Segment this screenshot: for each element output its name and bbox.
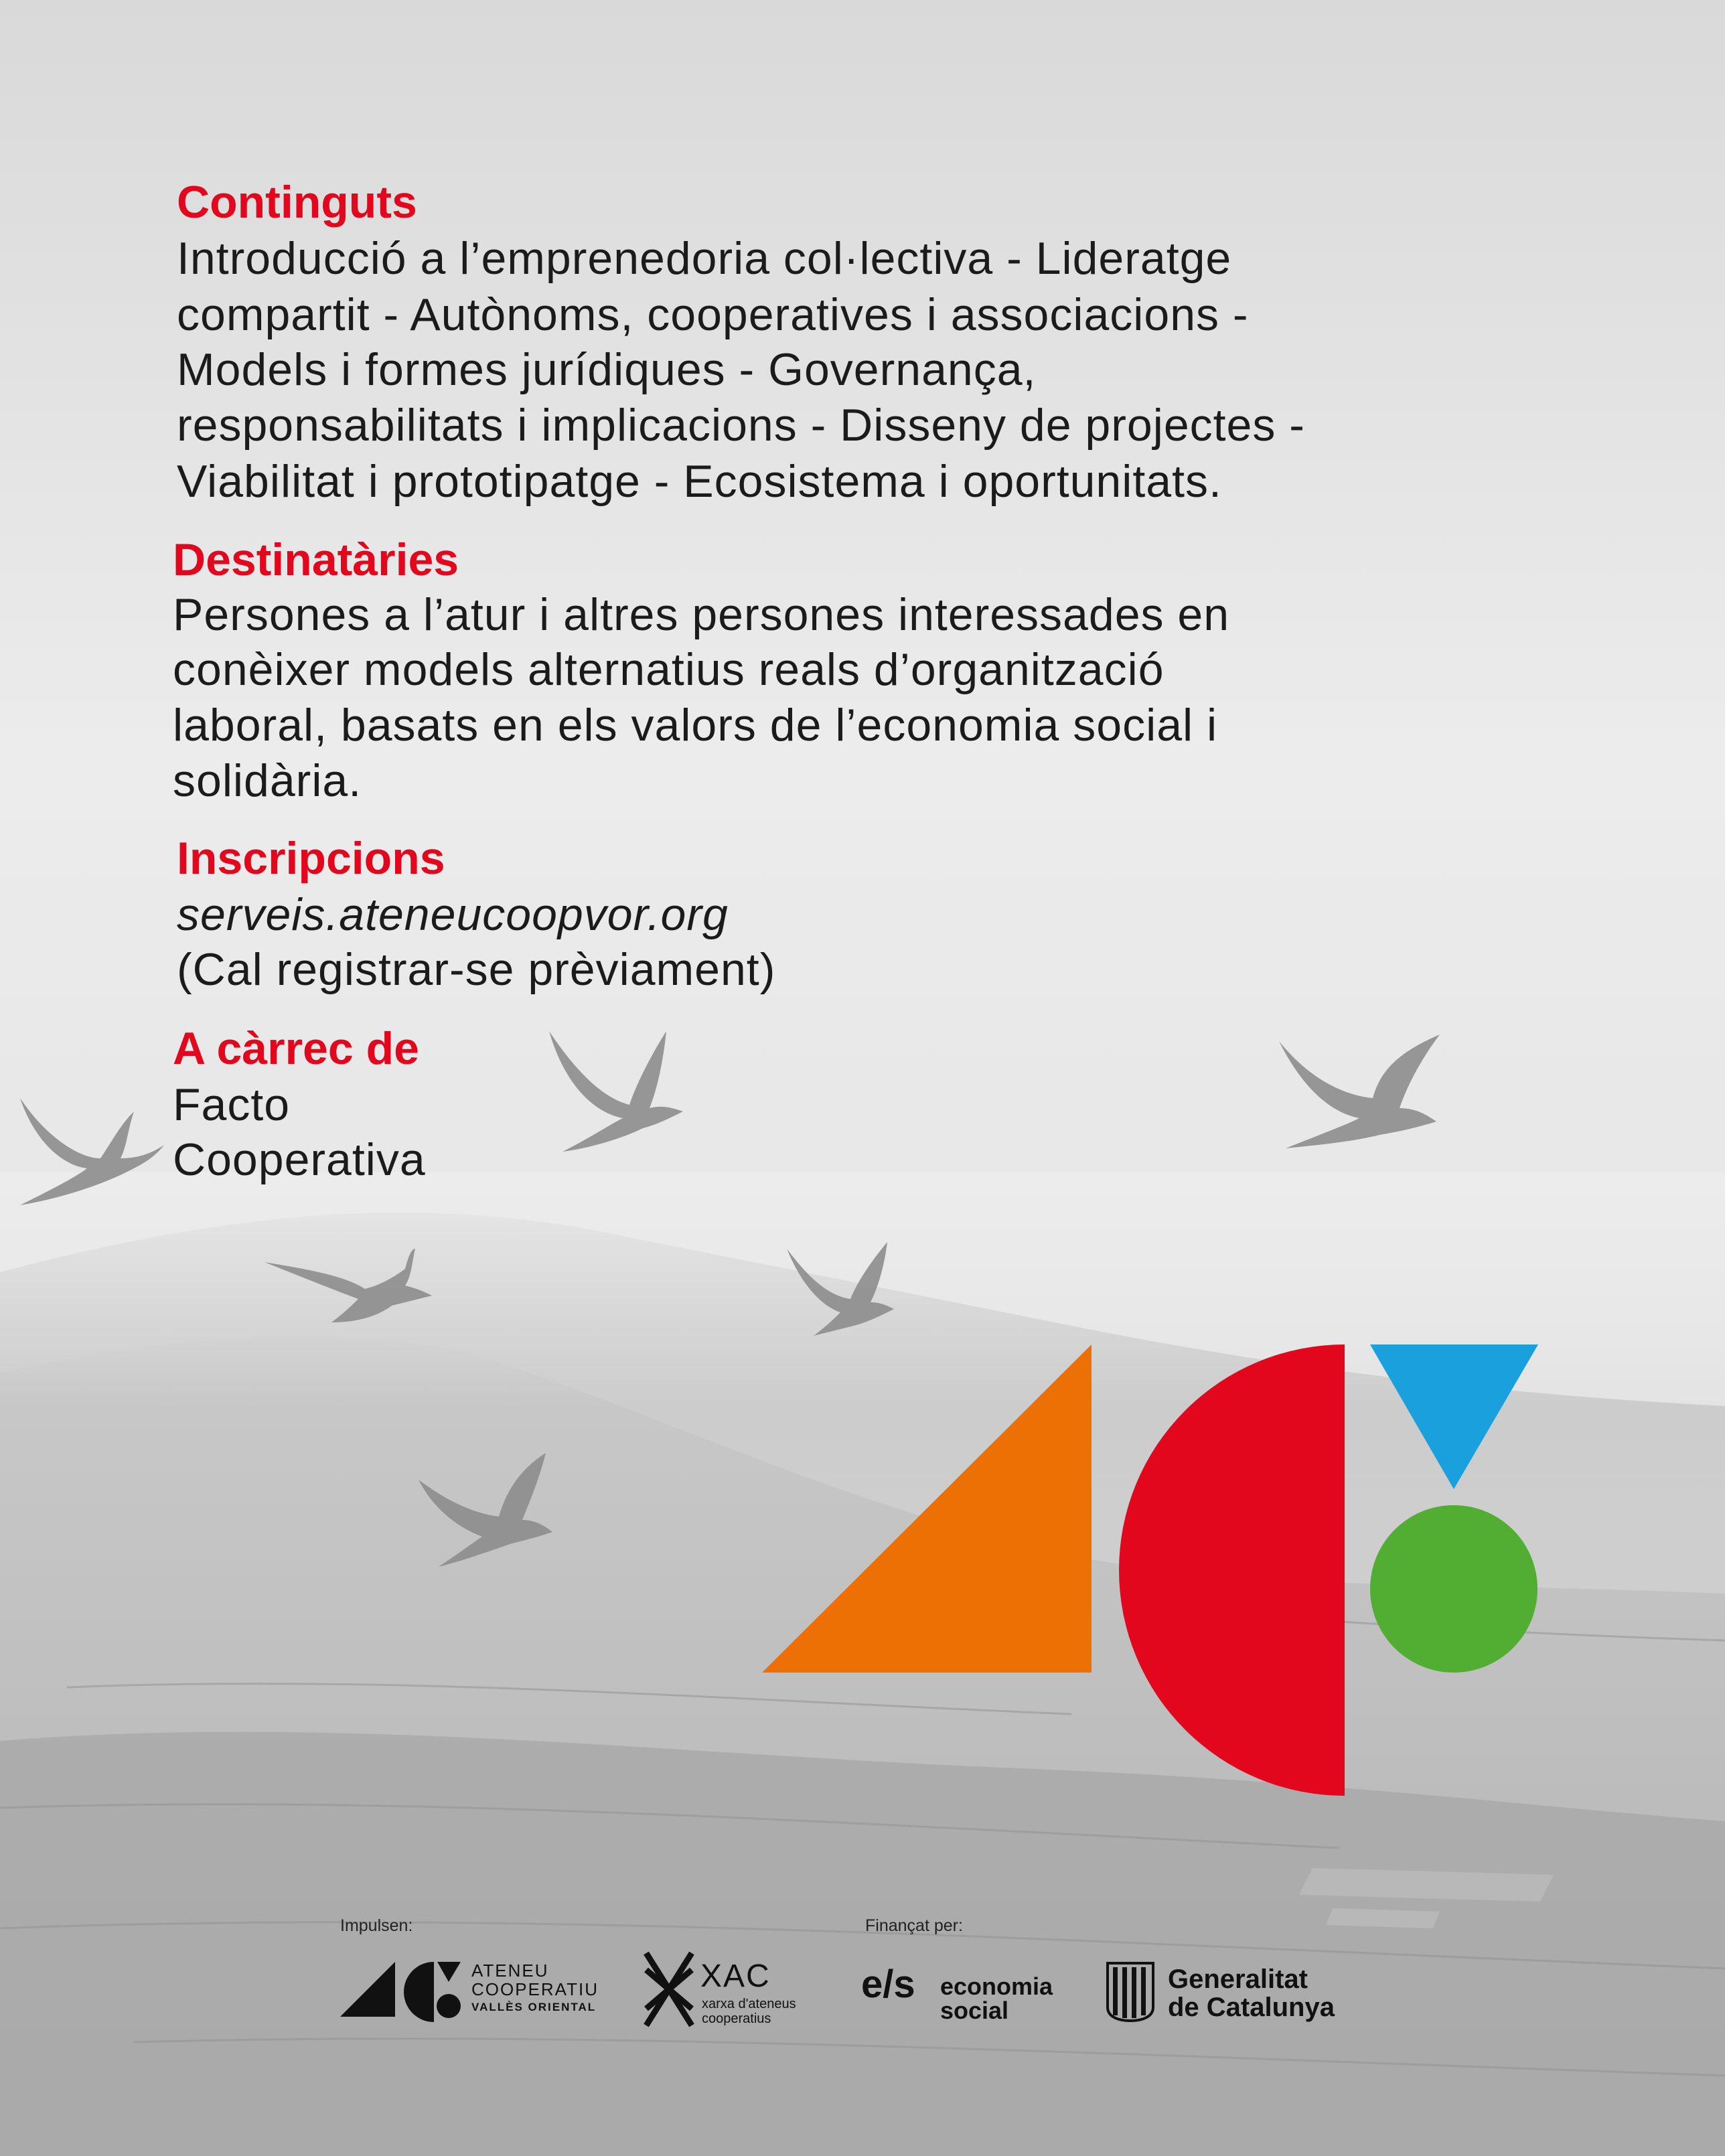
generalitat-logo[interactable] [1105,1960,1373,2027]
registration-note: (Cal registrar-se prèviament) [177,944,776,995]
generalitat-shield-icon [1105,1960,1156,2022]
green-circle [1370,1505,1538,1673]
organizer-heading: A càrrec de [173,1023,419,1074]
ateneu-logo-line1: ATENEU [471,1960,549,1981]
audience-line: Persones a l’atur i altres persones interessades en [173,589,1230,640]
organizer-line: Facto [173,1079,291,1130]
xac-logo[interactable] [643,1950,817,2037]
audience-line: solidària. [173,755,362,806]
xac-mark-icon [643,1950,695,2029]
contents-line: Introducció a l’emprenedoria col·lectiva - Lideratge [177,233,1232,284]
registration-heading: Inscripcions [177,833,445,884]
contents-line: Viabilitat i prototipatge - Ecosistema i oportunitats. [177,456,1222,507]
contents-heading: Continguts [177,177,417,228]
economia-social-mark: e/s [861,1962,915,2006]
audience-heading: Destinatàries [173,534,459,585]
funded-label: Finançat per: [865,1916,963,1935]
registration-url-link[interactable]: serveis.ateneucoopvor.org [177,889,729,940]
ateneu-logo[interactable] [340,1955,608,2029]
contents-line: compartit - Autònoms, cooperatives i associacions - [177,289,1249,340]
audience-line: laboral, basats en els valors de l’economia social i [173,700,1218,751]
economia-social-logo[interactable] [861,1959,1075,2026]
xac-logo-line2: cooperatius [702,2011,771,2026]
contents-line: responsabilitats i implicacions - Disseny de projectes - [177,400,1305,451]
contents-line: Models i formes jurídiques - Governança, [177,344,1037,395]
organizer-line: Cooperativa [173,1134,426,1185]
ateneu-logo-line3: VALLÈS ORIENTAL [471,2001,597,2013]
economia-social-line2: social [940,1997,1009,2024]
economia-social-line1: economia [940,1973,1053,2000]
generalitat-line1: Generalitat [1168,1965,1308,1994]
generalitat-line2: de Catalunya [1168,1993,1335,2022]
ateneu-logo-line2: COOPERATIU [471,1979,599,1999]
xac-logo-name: XAC [700,1958,771,1994]
ateneu-mark-icon [340,1962,461,2022]
xac-logo-line1: xarxa d'ateneus [702,1997,796,2011]
audience-line: conèixer models alternatius reals d’organització [173,644,1165,695]
promoted-label: Impulsen: [340,1916,413,1935]
